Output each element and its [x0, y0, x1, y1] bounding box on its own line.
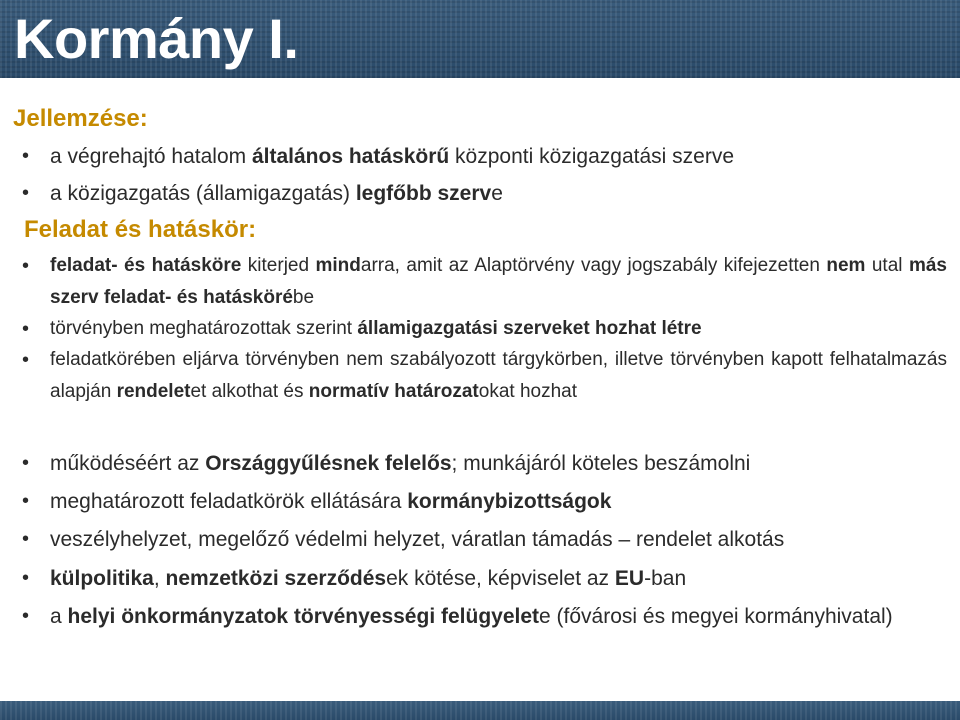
bullet-icon: • — [22, 567, 30, 589]
section-heading-jellemzese: Jellemzése: — [13, 105, 148, 132]
slide-title: Kormány I. — [14, 7, 299, 70]
item-text: a helyi önkormányzatok törvényességi felügyelete (fővárosi és megyei kormányhivatal) — [50, 605, 893, 628]
list-item — [22, 141, 947, 172]
bullet-icon: • — [22, 452, 30, 474]
item-text: feladatkörében eljárva törvényben nem szabályozott tárgykörben, illetve törvényben kapott felhatalmazás alapján rendeletet alkothat és normatív határozatokat hozhat — [50, 349, 947, 402]
bullet-icon: • — [22, 349, 30, 371]
item-text: a közigazgatás (államigazgatás) legfőbb szerve — [50, 182, 503, 205]
bullet-icon: • — [22, 145, 30, 167]
list-item — [22, 250, 947, 314]
list-item — [22, 178, 947, 209]
item-text: törvényben meghatározottak szerint államigazgatási szerveket hozhat létre — [50, 318, 702, 339]
item-text: működéséért az Országgyűlésnek felelős; munkájáról köteles beszámolni — [50, 452, 751, 475]
bullet-icon: • — [22, 182, 30, 204]
list-item — [22, 486, 947, 517]
item-text: feladat- és hatásköre kiterjed mindarra, amit az Alaptörvény vagy jogszabály kifejezetten nem utal más szerv feladat- és hatáskörébe — [50, 255, 947, 308]
list-item — [22, 448, 947, 479]
item-text: a végrehajtó hatalom általános hatáskörű központi közigazgatási szerve — [50, 145, 735, 168]
bullet-icon: • — [22, 528, 30, 550]
list-item — [22, 563, 947, 594]
list-item — [22, 601, 947, 632]
item-text: veszélyhelyzet, megelőző védelmi helyzet, váratlan támadás – rendelet alkotás — [50, 528, 785, 551]
section-heading-feladat: Feladat és hatáskör: — [24, 216, 257, 243]
bullet-icon: • — [22, 255, 30, 277]
list-item — [22, 524, 947, 555]
item-text: külpolitika, nemzetközi szerződések kötése, képviselet az EU-ban — [50, 567, 687, 590]
list-item — [22, 344, 947, 408]
item-text: meghatározott feladatkörök ellátására kormánybizottságok — [50, 490, 612, 513]
bullet-icon: • — [22, 605, 30, 627]
list-item — [22, 313, 947, 345]
bullet-icon: • — [22, 490, 30, 512]
bullet-icon: • — [22, 318, 30, 340]
footer-band — [0, 701, 960, 720]
